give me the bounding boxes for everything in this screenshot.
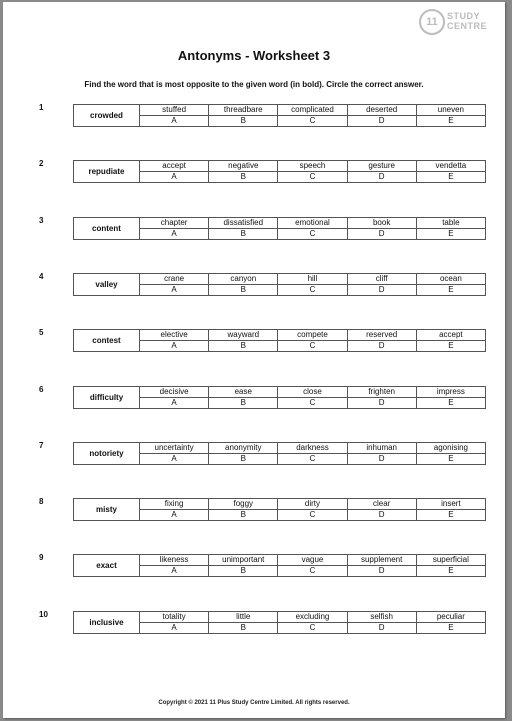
option-letter[interactable]: B (209, 398, 278, 409)
question-table (73, 160, 486, 183)
option-letter[interactable]: D (347, 510, 416, 521)
option-word[interactable]: gesture (347, 161, 416, 172)
option-word[interactable]: accept (140, 161, 209, 172)
option-letter[interactable]: D (347, 398, 416, 409)
option-letter[interactable]: D (347, 229, 416, 240)
option-word[interactable]: vague (278, 555, 347, 566)
logo-line-1: STUDY (447, 11, 481, 21)
given-word: valley (74, 274, 140, 296)
question-number: 1 (39, 103, 44, 112)
option-letter[interactable]: E (416, 285, 485, 296)
option-word[interactable]: frighten (347, 387, 416, 398)
question-table (73, 104, 486, 127)
option-letter[interactable]: A (140, 172, 209, 183)
question-number: 3 (39, 216, 44, 225)
option-word[interactable]: negative (209, 161, 278, 172)
option-word[interactable]: canyon (209, 274, 278, 285)
option-word[interactable]: supplement (347, 555, 416, 566)
option-word[interactable]: reserved (347, 330, 416, 341)
question-number: 10 (39, 610, 48, 619)
option-letter[interactable]: C (278, 172, 347, 183)
option-word[interactable]: dirty (278, 499, 347, 510)
option-word[interactable]: speech (278, 161, 347, 172)
option-word[interactable]: foggy (209, 499, 278, 510)
question-number: 5 (39, 328, 44, 337)
option-word[interactable]: cliff (347, 274, 416, 285)
option-word[interactable]: vendetta (416, 161, 485, 172)
option-word[interactable]: unimportant (209, 555, 278, 566)
option-word[interactable]: excluding (278, 612, 347, 623)
question-table (73, 273, 486, 296)
given-word: misty (74, 499, 140, 521)
option-word[interactable]: close (278, 387, 347, 398)
option-word[interactable]: ocean (416, 274, 485, 285)
question-number: 6 (39, 385, 44, 394)
option-letter[interactable]: E (416, 172, 485, 183)
option-word[interactable]: emotional (278, 218, 347, 229)
option-letter[interactable]: A (140, 510, 209, 521)
option-word[interactable]: little (209, 612, 278, 623)
option-word[interactable]: threadbare (209, 105, 278, 116)
option-letter[interactable]: E (416, 398, 485, 409)
logo-line-2: CENTRE (447, 21, 488, 31)
option-word[interactable]: table (416, 218, 485, 229)
given-word: content (74, 218, 140, 240)
option-letter[interactable]: A (140, 229, 209, 240)
study-centre-logo (419, 9, 499, 39)
option-word[interactable]: superficial (416, 555, 485, 566)
option-letter[interactable]: A (140, 285, 209, 296)
option-letter[interactable]: D (347, 623, 416, 634)
option-word[interactable]: stuffed (140, 105, 209, 116)
option-word[interactable]: crane (140, 274, 209, 285)
option-word[interactable]: chapter (140, 218, 209, 229)
given-word: notoriety (74, 443, 140, 465)
option-word[interactable]: deserted (347, 105, 416, 116)
option-word[interactable]: insert (416, 499, 485, 510)
option-letter[interactable]: E (416, 229, 485, 240)
option-letter[interactable]: C (278, 510, 347, 521)
option-word[interactable]: darkness (278, 443, 347, 454)
question-table (73, 611, 486, 634)
question-table (73, 442, 486, 465)
option-word[interactable]: uncertainty (140, 443, 209, 454)
question-table (73, 386, 486, 409)
option-letter[interactable]: C (278, 285, 347, 296)
option-letter[interactable]: B (209, 341, 278, 352)
option-word[interactable]: decisive (140, 387, 209, 398)
given-word: inclusive (74, 612, 140, 634)
option-letter[interactable]: A (140, 623, 209, 634)
option-word[interactable]: inhuman (347, 443, 416, 454)
option-letter[interactable]: D (347, 172, 416, 183)
question-table (73, 554, 486, 577)
logo-mark: 11 (419, 9, 445, 35)
option-letter[interactable]: C (278, 116, 347, 127)
option-letter[interactable]: D (347, 341, 416, 352)
option-word[interactable]: elective (140, 330, 209, 341)
option-word[interactable]: complicated (278, 105, 347, 116)
option-letter[interactable]: C (278, 341, 347, 352)
option-word[interactable]: fixing (140, 499, 209, 510)
worksheet-page (3, 2, 505, 718)
option-word[interactable]: wayward (209, 330, 278, 341)
option-letter[interactable]: E (416, 454, 485, 465)
option-letter[interactable]: E (416, 623, 485, 634)
option-word[interactable]: impress (416, 387, 485, 398)
option-word[interactable]: compete (278, 330, 347, 341)
option-letter[interactable]: C (278, 566, 347, 577)
option-letter[interactable]: A (140, 398, 209, 409)
given-word: exact (74, 555, 140, 577)
instructions: Find the word that is most opposite to the given word (in bold). Circle the correct answer. (84, 80, 424, 89)
option-word[interactable]: clear (347, 499, 416, 510)
question-table (73, 498, 486, 521)
given-word: crowded (74, 105, 140, 127)
worksheet-title: Antonyms - Worksheet 3 (177, 48, 331, 63)
option-letter[interactable]: B (209, 623, 278, 634)
question-table (73, 329, 486, 352)
option-letter[interactable]: B (209, 285, 278, 296)
option-letter[interactable]: C (278, 229, 347, 240)
option-letter[interactable]: B (209, 454, 278, 465)
option-letter[interactable]: A (140, 566, 209, 577)
option-word[interactable]: uneven (416, 105, 485, 116)
option-word[interactable]: likeness (140, 555, 209, 566)
question-number: 8 (39, 497, 44, 506)
option-word[interactable]: dissatisfied (209, 218, 278, 229)
option-letter[interactable]: E (416, 566, 485, 577)
option-letter[interactable]: B (209, 229, 278, 240)
option-letter[interactable]: C (278, 623, 347, 634)
option-letter[interactable]: B (209, 566, 278, 577)
option-word[interactable]: ease (209, 387, 278, 398)
option-letter[interactable]: B (209, 172, 278, 183)
option-letter[interactable]: E (416, 116, 485, 127)
option-letter[interactable]: B (209, 116, 278, 127)
given-word: difficulty (74, 387, 140, 409)
question-number: 9 (39, 553, 44, 562)
option-letter[interactable]: A (140, 454, 209, 465)
option-letter[interactable]: D (347, 566, 416, 577)
option-letter[interactable]: D (347, 454, 416, 465)
option-word[interactable]: peculiar (416, 612, 485, 623)
option-word[interactable]: book (347, 218, 416, 229)
given-word: repudiate (74, 161, 140, 183)
option-word[interactable]: selfish (347, 612, 416, 623)
option-letter[interactable]: B (209, 510, 278, 521)
option-letter[interactable]: D (347, 116, 416, 127)
given-word: contest (74, 330, 140, 352)
copyright-footer: Copyright © 2021 11 Plus Study Centre Limited. All rights reserved. (158, 700, 350, 706)
option-word[interactable]: totality (140, 612, 209, 623)
option-letter[interactable]: D (347, 285, 416, 296)
option-letter[interactable]: E (416, 341, 485, 352)
option-word[interactable]: anonymity (209, 443, 278, 454)
question-table (73, 217, 486, 240)
question-number: 4 (39, 272, 44, 281)
question-number: 7 (39, 441, 44, 450)
question-number: 2 (39, 159, 44, 168)
option-letter[interactable]: C (278, 454, 347, 465)
option-letter[interactable]: A (140, 341, 209, 352)
option-word[interactable]: agonising (416, 443, 485, 454)
option-letter[interactable]: A (140, 116, 209, 127)
option-letter[interactable]: C (278, 398, 347, 409)
option-letter[interactable]: E (416, 510, 485, 521)
option-word[interactable]: hill (278, 274, 347, 285)
option-word[interactable]: accept (416, 330, 485, 341)
